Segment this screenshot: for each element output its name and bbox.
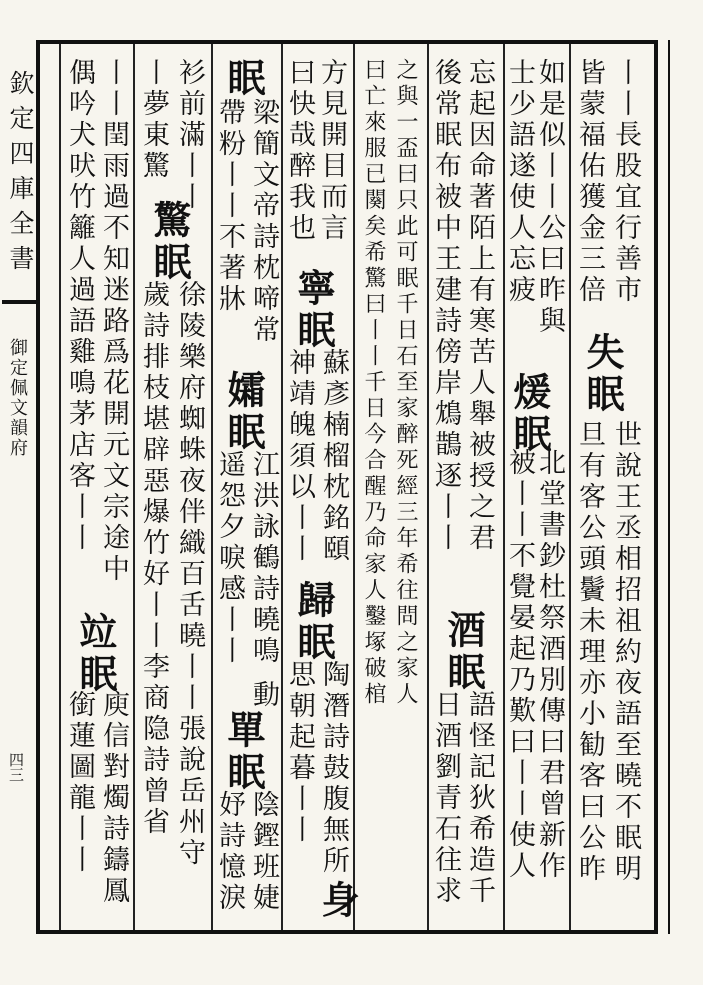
annotation-column: 徐陵樂府蜘蛛夜伴織百舌曉丨丨張說岳州守 — [174, 280, 205, 869]
column-divider — [569, 44, 571, 930]
text-column: 方見開目而言 — [316, 58, 347, 244]
column-divider — [59, 44, 61, 930]
right-border — [654, 40, 658, 934]
top-border — [36, 40, 658, 44]
text-column: 動 — [248, 680, 279, 711]
column-divider — [281, 44, 283, 930]
headword: 單眠 — [221, 710, 266, 794]
headword: 酒眠 — [441, 610, 486, 694]
annotation-column: 庾信對燭詩鑄鳳 — [98, 690, 129, 907]
text-column: 丨丨閏雨過不知迷路爲花開元文宗途中 — [98, 58, 129, 585]
annotation-column: 陶潛詩鼓腹無所 — [318, 660, 349, 877]
center-label: 御定佩文韻府 — [7, 338, 28, 458]
column-divider — [133, 44, 135, 930]
text-column: 衫前滿丨丨 — [174, 58, 205, 213]
text-column: 忘起因命著陌上有寒苦人舉被授之君 — [464, 58, 495, 554]
annotation-column: 遥怨夕唳感丨丨 — [214, 450, 245, 667]
text-column: 帶粉丨丨不著牀 — [214, 98, 245, 315]
headword: 眠 — [221, 58, 266, 100]
annotation-column: 日酒劉青石往求 — [430, 690, 461, 907]
annotation-column: 妤詩憶淚 — [214, 790, 245, 914]
bottom-border — [36, 930, 658, 934]
headword: 孀眠 — [221, 370, 266, 454]
column-divider — [353, 44, 355, 930]
text-column: 曰快哉醉我也 — [284, 58, 315, 244]
headword: 失眠 — [580, 332, 625, 416]
text-column: 皆蒙福佑獲金三倍 — [574, 58, 605, 306]
annotation-column: 陰鏗班婕 — [248, 790, 279, 914]
annotation-column: 語怪記狄希造千 — [464, 690, 495, 907]
annotation-column: 北堂書鈔杜祭酒別傳曰君曾新作 — [534, 448, 565, 882]
column-divider — [427, 44, 429, 930]
text-column: 丨夢東驚 — [138, 58, 169, 182]
fishtail-mark — [2, 300, 36, 304]
text-column: 之與一盃曰只此可眠千日石至家醉死經三年希往問之家人 — [393, 58, 418, 708]
book-title: 欽定四庫全書 — [6, 70, 35, 280]
text-column: 後常眠布被中王建詩傍岸鴆鵲逐丨丨 — [430, 58, 461, 554]
text-column: 偶吟犬吠竹籬人過語雞鳴茅店客丨丨 — [64, 58, 95, 554]
annotation-column: 江洪詠鶴詩曉鳴 — [248, 450, 279, 667]
annotation-column: 歲詩排枝堪辟惡爆竹好丨丨李商隐詩曾省 — [138, 280, 169, 838]
headword: 驚眠 — [147, 200, 192, 284]
annotation-column: 蘇彥楠榴枕銘頤 — [318, 348, 349, 565]
text-column: 梁簡文帝詩枕啼常 — [248, 98, 279, 346]
annotation-column: 被丨丨不覺晏起乃歎曰丨丨使人 — [504, 448, 535, 882]
text-column: 如是似丨丨公曰昨與 — [534, 58, 565, 337]
text-column: 士少語遂使人忘疲 — [504, 58, 535, 306]
annotation-column: 思朝起暮丨丨 — [284, 660, 315, 846]
annotation-column: 世說王丞相招祖約夜語至曉不眠明 — [610, 420, 641, 885]
column-divider — [211, 44, 213, 930]
annotation-column: 銜蓮圖龍丨丨 — [64, 690, 95, 876]
headword: 煖眠 — [507, 372, 552, 456]
page-number: 四三 — [7, 752, 25, 782]
text-column: 曰亡來服已闋矣希驚曰丨丨千日今合醒乃命家人鑿塚破棺 — [361, 58, 386, 708]
right-edge-line — [668, 40, 670, 934]
text-column: 丨丨長股宜行善市 — [610, 58, 641, 306]
annotation-column: 神靖魄須以丨丨 — [284, 348, 315, 565]
annotation-column: 旦有客公頭鬢未理亦小勧客曰公昨 — [574, 420, 605, 885]
headword: 寧眠 — [291, 268, 336, 352]
headword: 身 — [315, 880, 360, 922]
headword: 歸眠 — [291, 580, 336, 664]
headword: 竝眠 — [73, 612, 118, 696]
